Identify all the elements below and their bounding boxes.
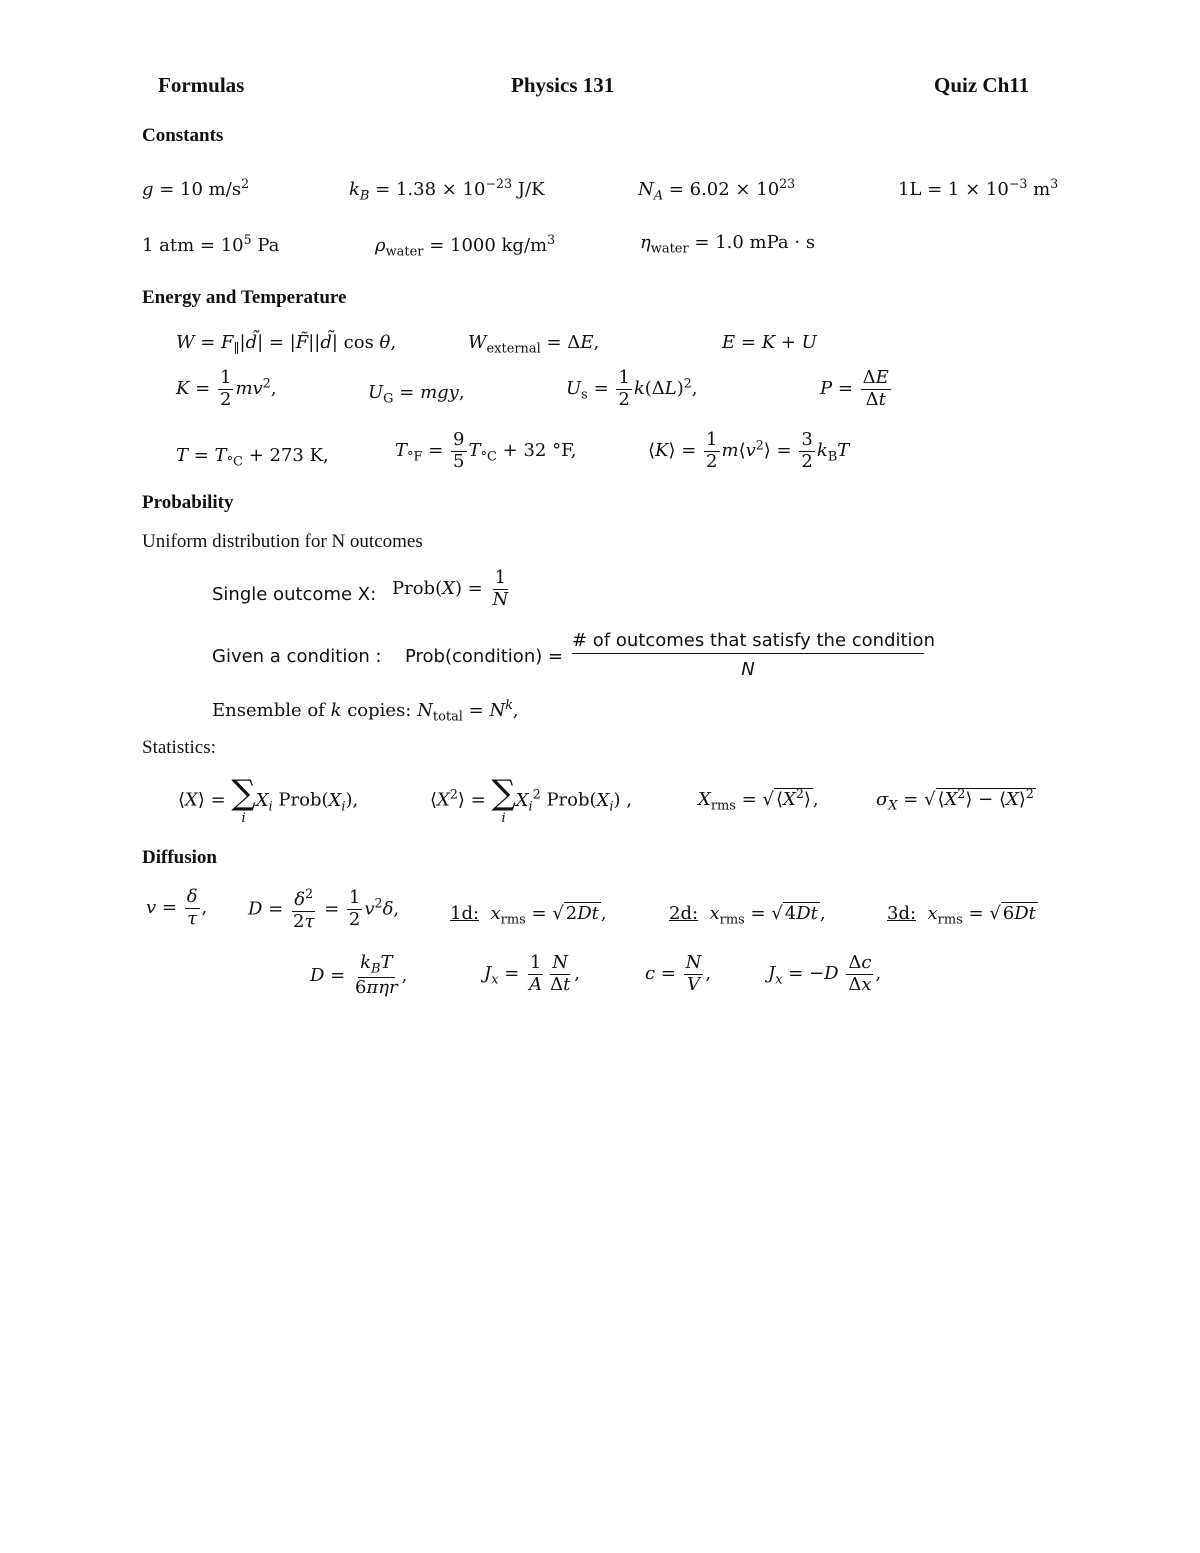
eq-sigma: $\sigma_X$ = √ $⟨X^2⟩$ − ⟨X⟩$^2$ bbox=[876, 786, 1034, 814]
eq-avg-kinetic: ⟨K⟩ = $\frac{1}{2}$ $m⟨v^2⟩$ = $\frac{3}{2}$ $k_BT$ bbox=[648, 429, 850, 472]
eq-spring-potential: $U_s$ = $\frac{1}{2}$ $k(\Delta L)^2$, bbox=[566, 367, 698, 410]
label-1d: 1d: bbox=[450, 903, 480, 924]
section-energy: Energy and Temperature bbox=[142, 287, 347, 308]
eq-fahrenheit: $T_{^\circ F}$ = $\frac{9}{5}$ $T_{^\circ C} + 32$ °F, bbox=[395, 429, 577, 472]
eq-fick: $J_x = -D$ $\frac{\Delta c}{\Delta x}$ , bbox=[768, 952, 882, 995]
eq-power: P = $\frac{\Delta E}{\Delta t}$ bbox=[820, 367, 889, 410]
eq-work: $W = F_\parallel|d̃|$ = |F̃||d̃| cos θ, bbox=[176, 332, 397, 357]
const-eta: $\eta_{water} = 1.0$ mPa · s bbox=[640, 232, 816, 257]
section-probability: Probability bbox=[142, 492, 234, 513]
eq-kinetic: K = $\frac{1}{2}$ $mv^2$, bbox=[176, 367, 277, 410]
eq-total-energy: E = K + U bbox=[722, 332, 817, 353]
uniform-distribution-text: Uniform distribution for N outcomes bbox=[142, 531, 423, 552]
eq-concentration: c = $\frac{N}{V}$ , bbox=[645, 952, 712, 995]
eq-stokes-einstein: D = $\frac{k_BT}{\text{6πηr}}$ , bbox=[310, 952, 408, 999]
eq-flux: $J_x$ = $\frac{1}{A}$ $\frac{N}{\Delta t}$ , bbox=[484, 952, 581, 995]
eq-work-external: $W_{external} = \Delta E$, bbox=[468, 332, 600, 357]
header-left: Formulas bbox=[158, 73, 245, 97]
eq-velocity: v = $\frac{\delta}{\tau}$ , bbox=[146, 886, 208, 929]
eq-diffusion-coefficient: D = $\frac{\delta^2}{2\tau}$ = $\frac{1}{2}$ $v^2\delta$, bbox=[248, 886, 400, 932]
const-rho: $\rho_{water} = 1000$ $kg/m^3$ bbox=[375, 232, 556, 260]
label-2d: 2d: bbox=[669, 903, 699, 924]
header-center: Physics 131 bbox=[511, 73, 615, 97]
eq-rms: $X_{rms}$ = √ $⟨X^2⟩$ , bbox=[698, 786, 819, 814]
eq-kelvin: $T = T_{^\circ C} + 273$ K, bbox=[176, 445, 329, 470]
eq-grav-potential: $U_G$ = mgy, bbox=[368, 382, 465, 407]
const-atm: 1 atm = $10^5$ Pa bbox=[142, 232, 280, 256]
given-condition-denominator: N bbox=[741, 659, 755, 680]
single-outcome-label: Single outcome X: bbox=[212, 584, 377, 605]
label-3d: 3d: bbox=[887, 903, 917, 924]
statistics-label: Statistics: bbox=[142, 737, 216, 758]
given-condition-left: Prob(condition) = bbox=[405, 646, 564, 667]
given-condition-label: Given a condition : bbox=[212, 646, 382, 667]
section-constants: Constants bbox=[142, 125, 224, 146]
const-kb: $k_B = 1.38 \times 10^{-23}$ J/K bbox=[349, 176, 545, 204]
eq-mean: ⟨X⟩ = ∑ i $X_i$ $Prob(X_i)$, bbox=[178, 773, 359, 826]
header-right: Quiz Ch11 bbox=[934, 73, 1030, 97]
eq-single-outcome: Prob(X) = $\frac{1}{N}$ bbox=[392, 567, 509, 610]
eq-2d: 2d: $x_{rms}$ = √ 4Dt , bbox=[669, 903, 826, 928]
eq-1d: 1d: $x_{rms}$ = √ 2Dt , bbox=[450, 903, 607, 928]
given-condition-numerator: # of outcomes that satisfy the condition bbox=[572, 630, 924, 654]
const-g: g = 10 $m/s^2$ bbox=[142, 176, 250, 200]
eq-3d: 3d: $x_{rms}$ = √ 6Dt bbox=[887, 903, 1036, 928]
const-liter: $1L = 1 \times 10^{-3}$ $m^3$ bbox=[898, 176, 1059, 200]
eq-mean-square: $⟨X^2⟩$ = ∑ i $X_i^2$ $Prob(X_i)$ , bbox=[430, 773, 632, 826]
const-na: $N_A = 6.02 \times 10^{23}$ bbox=[638, 176, 796, 204]
section-diffusion: Diffusion bbox=[142, 847, 217, 868]
eq-ensemble: Ensemble of k copies: $N_{total} = N^k$, bbox=[212, 697, 519, 725]
